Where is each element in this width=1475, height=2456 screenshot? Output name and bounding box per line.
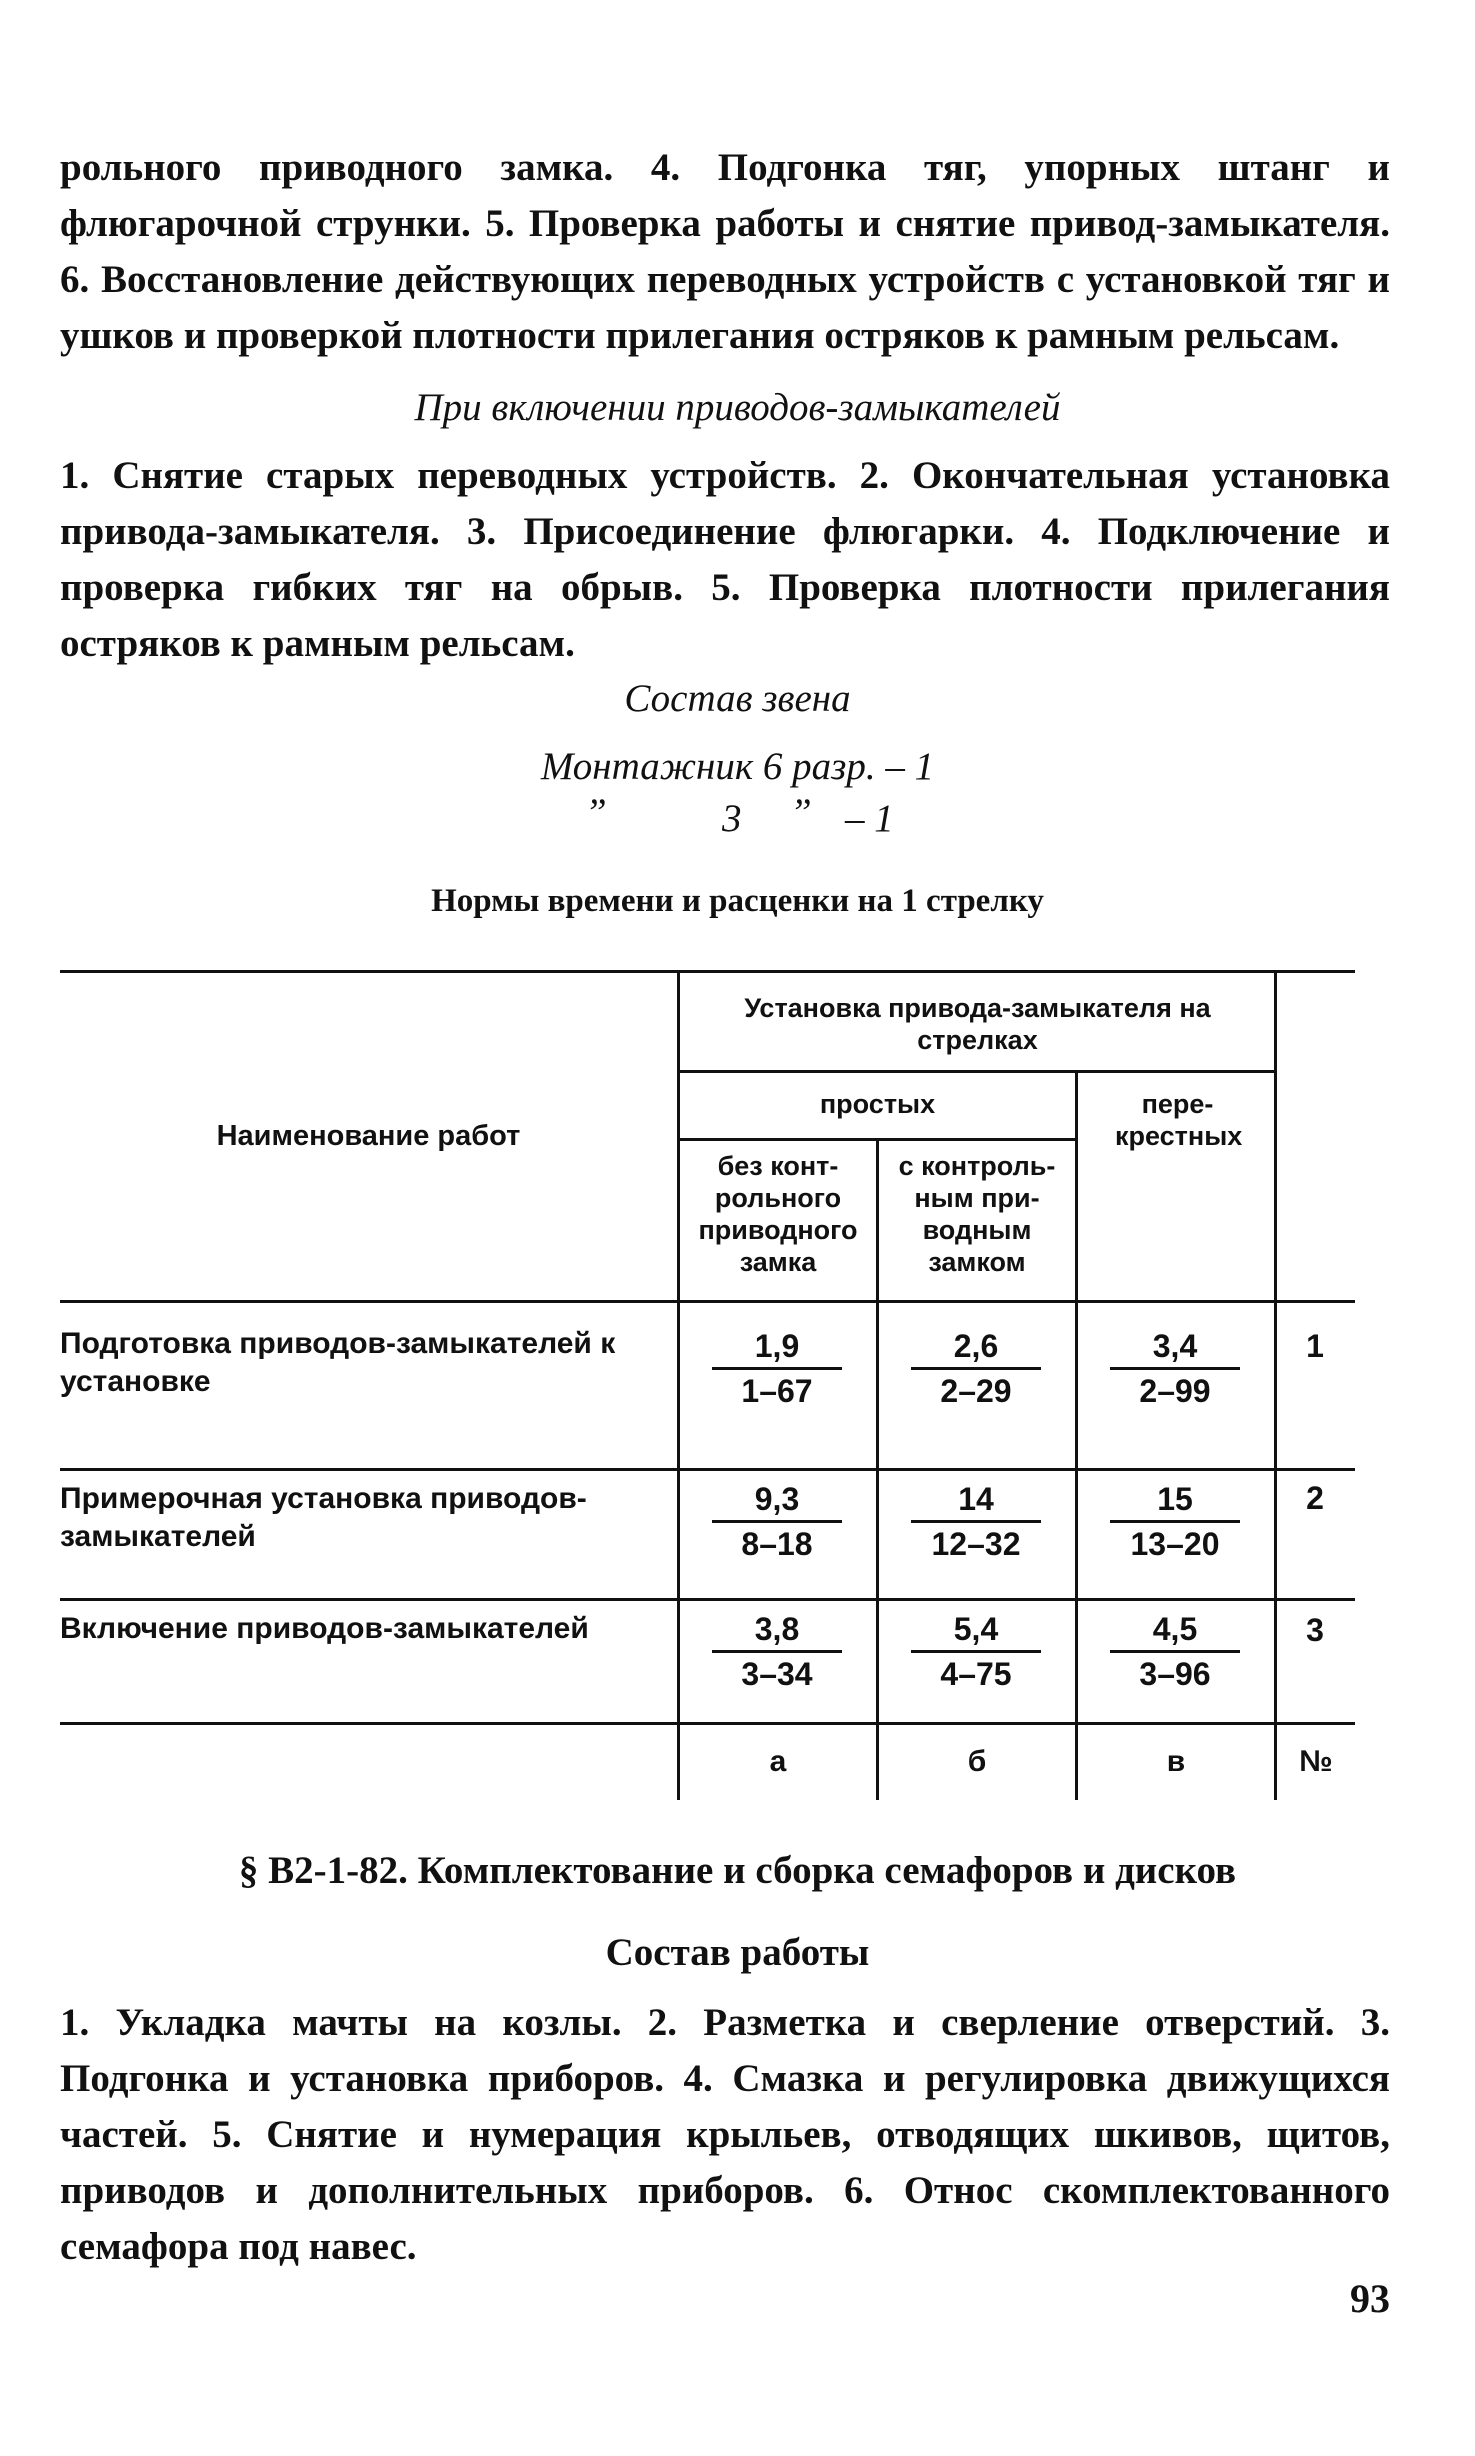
row-2-name: Примерочная установка приводов-замыкателей bbox=[60, 1482, 587, 1553]
header-group: Установка привода-замыкателя на стрелках bbox=[744, 993, 1211, 1055]
col-label-a: а bbox=[769, 1745, 787, 1778]
row-1-c: $\frac{3,4}{2-99}$ bbox=[1110, 1327, 1240, 1410]
crew-grade: 3 bbox=[722, 797, 742, 840]
work-title: Состав работы bbox=[605, 1931, 870, 1974]
header-simple: простых bbox=[819, 1089, 936, 1119]
work-paragraph: 1. Укладка мачты на козлы. 2. Разметка и сверление отверстий. 3. Подгонка и установка приборов. 4. Смазка и регулировка движущихся частей. 5. Снятие и нумерация крыльев, отводящих шкивов, щитов, приводов и дополнительных приборов. 6. Относ скомплектованного семафора под навес. bbox=[60, 2001, 1390, 2268]
row-1-number: 1 bbox=[1306, 1328, 1324, 1364]
section-title: § В2-1-82. Комплектование и сборка семафоров и дисков bbox=[238, 1849, 1237, 1892]
col-label-number: № bbox=[1299, 1745, 1333, 1778]
norms-table bbox=[60, 970, 1355, 1800]
row-3-c: $\frac{4,5}{3-96}$ bbox=[1110, 1610, 1240, 1693]
header-cross: пере-крестных bbox=[1115, 1089, 1243, 1151]
crew-count: – 1 bbox=[845, 797, 894, 840]
crew-title: Состав звена bbox=[624, 677, 851, 720]
col-label-c: в bbox=[1166, 1745, 1186, 1778]
header-col-b: с контроль-ным при-водным замком bbox=[898, 1151, 1056, 1277]
row-1-name: Подготовка приводов-замыкателей к установке bbox=[60, 1327, 616, 1398]
header-col-a: без конт-рольного приводного замка bbox=[698, 1151, 858, 1277]
steps-paragraph: 1. Снятие старых переводных устройств. 2. Окончательная установка привода-замыкателя. 3. Присоединение флюгарки. 4. Подключение и проверка гибких тяг на обрыв. 5. Проверка плотности прилегания остряков к рамным рельсам. bbox=[60, 454, 1390, 665]
table-caption: Нормы времени и расценки на 1 стрелку bbox=[431, 883, 1044, 919]
page-number: 93 bbox=[1350, 2276, 1390, 2321]
row-1-b: $\frac{2,6}{2-29}$ bbox=[911, 1327, 1041, 1410]
row-3-number: 3 bbox=[1306, 1612, 1324, 1648]
crew-ditto-2: ” bbox=[790, 791, 812, 834]
row-2-b: $\frac{14}{12-32}$ bbox=[911, 1480, 1041, 1563]
row-2-c: $\frac{15}{13-20}$ bbox=[1110, 1480, 1240, 1563]
subheading: При включении приводов-замыкателей bbox=[414, 386, 1061, 429]
intro-paragraph: рольного приводного замка. 4. Подгонка тяг, упорных штанг и флюгарочной струнки. 5. Проверка работы и снятие привод-замыкателя. 6. Восстановление действующих переводных устройств с установкой тяг и ушков и проверкой плотности прилегания остряков к рамным рельсам. bbox=[60, 146, 1390, 357]
row-2-a: $\frac{9,3}{8-18}$ bbox=[712, 1480, 842, 1563]
col-label-b: б bbox=[967, 1745, 987, 1778]
row-2-number: 2 bbox=[1306, 1480, 1324, 1516]
row-3-a: $\frac{3,8}{3-34}$ bbox=[712, 1610, 842, 1693]
header-name: Наименование работ bbox=[216, 1120, 521, 1152]
row-1-a: $\frac{1,9}{1-67}$ bbox=[712, 1327, 842, 1410]
crew-line-1: Монтажник 6 разр. – 1 bbox=[540, 745, 935, 788]
crew-ditto-1: ” bbox=[585, 791, 607, 834]
row-3-b: $\frac{5,4}{4-75}$ bbox=[911, 1610, 1041, 1693]
row-3-name: Включение приводов-замыкателей bbox=[60, 1612, 589, 1645]
